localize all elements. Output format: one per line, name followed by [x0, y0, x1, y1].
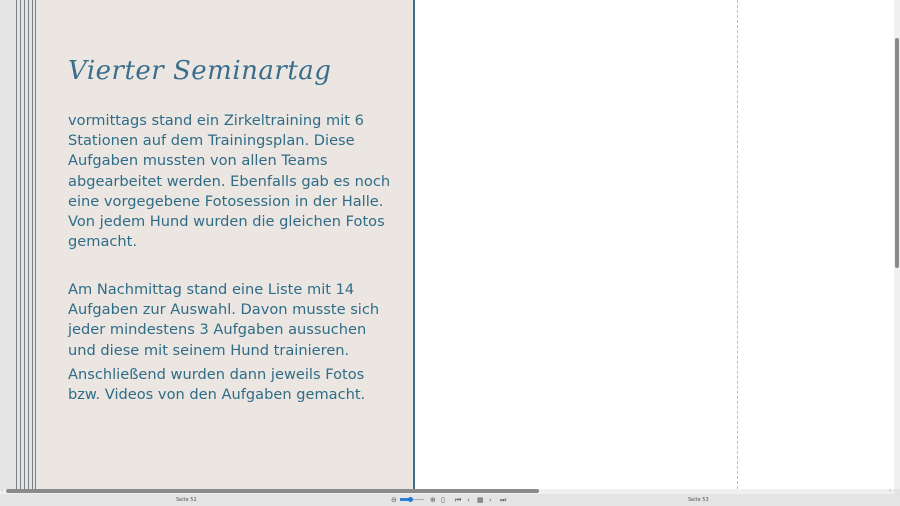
scroll-left-arrow-icon[interactable]: ‹ — [1, 488, 3, 494]
last-page-icon[interactable]: ⏭ — [500, 496, 507, 504]
left-page-label: Seite 52 — [176, 497, 197, 503]
right-page-label: Seite 53 — [688, 497, 709, 503]
spread-view-icon[interactable]: ▦ — [477, 496, 484, 504]
left-page — [36, 0, 413, 489]
status-bar — [0, 494, 900, 506]
vertical-scroll-thumb[interactable] — [895, 38, 899, 268]
scroll-right-arrow-icon[interactable]: › — [889, 488, 891, 494]
previous-page-icon[interactable]: ‹ — [467, 496, 470, 504]
horizontal-scroll-thumb[interactable] — [6, 489, 539, 493]
paragraph-photos: Anschließend wurden dann jeweils Fotos bzw. Videos von den Aufgaben gemacht. — [68, 366, 366, 404]
first-page-icon[interactable]: ⏮ — [455, 496, 462, 504]
paragraph-morning: vormittags stand ein Zirkeltraining mit 6 Stationen auf dem Trainingsplan. Diese Aufgaben mussten von allen Teams abgearbeitet werden. Ebenfalls gab es noch eine vorgegebene Fotosession in der Halle. Von jedem Hund wurden die gleichen Fotos gemacht. — [68, 112, 391, 251]
paragraph-afternoon: Am Nachmittag stand eine Liste mit 14 Aufgaben zur Auswahl. Davon musste sich jeder mindestens 3 Aufgaben aussuchen und diese mit seinem Hund trainieren. — [68, 281, 380, 359]
book-spine — [16, 0, 36, 489]
page-heading: Vierter Seminartag — [68, 56, 332, 86]
zoom-slider-handle[interactable] — [408, 497, 413, 502]
zoom-in-icon[interactable]: ⊕ — [430, 496, 436, 504]
page-guide-line — [737, 0, 738, 489]
next-page-icon[interactable]: › — [489, 496, 492, 504]
right-page — [415, 0, 894, 489]
fit-page-icon[interactable]: ▯ — [441, 496, 445, 504]
zoom-out-icon[interactable]: ⊖ — [391, 496, 397, 504]
